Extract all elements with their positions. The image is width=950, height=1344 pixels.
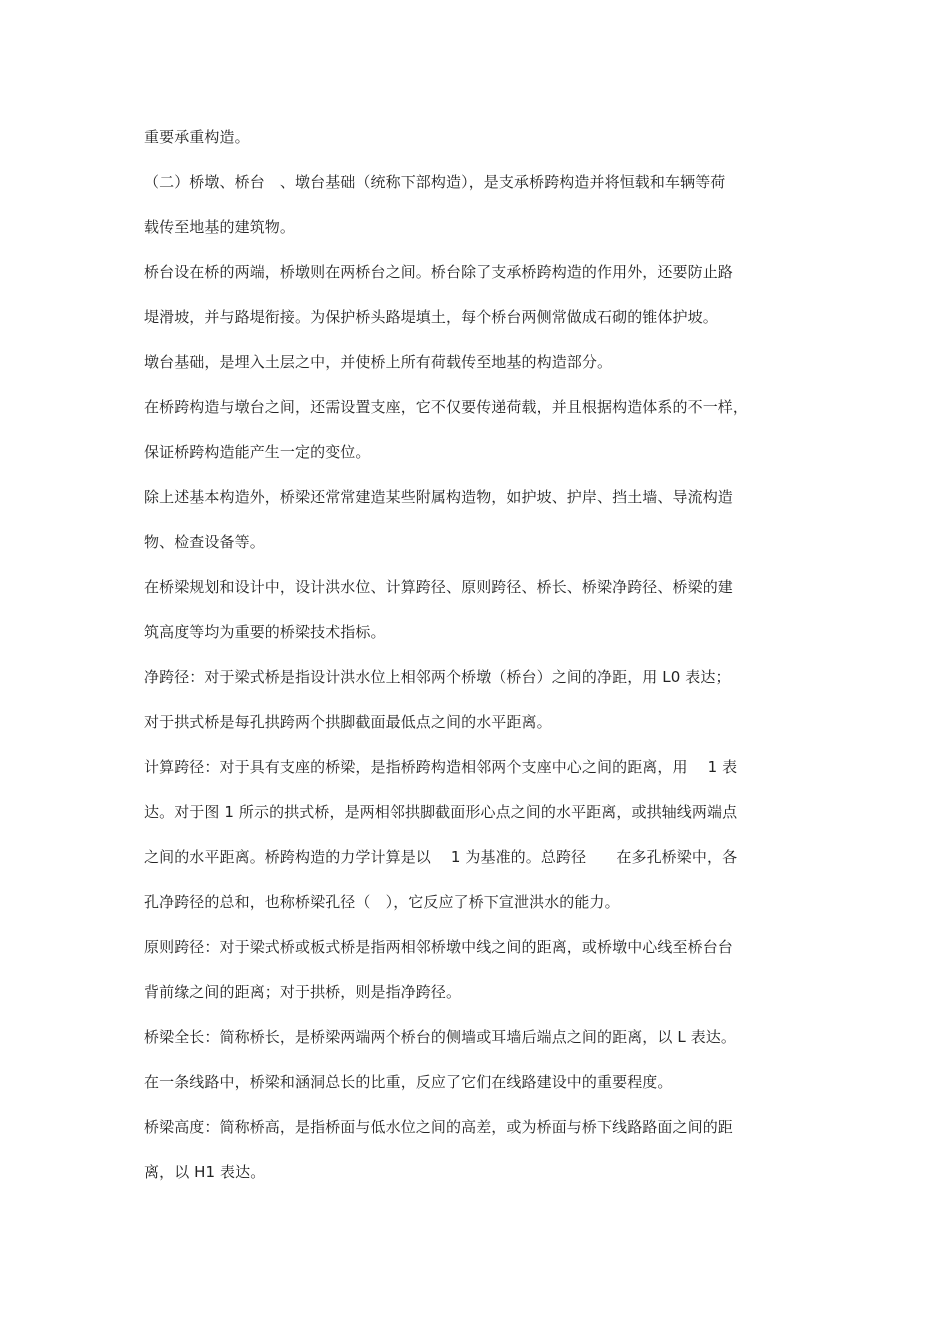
text-line: 堤滑坡，并与路堤衔接。为保护桥头路堤填土，每个桥台两侧常做成石砌的锥体护坡。 <box>144 308 718 326</box>
text-line: 之间的水平距离。桥跨构造的力学计算是以 1 为基准的。总跨径 在多孔桥梁中，各 <box>144 848 738 866</box>
text-line: 对于拱式桥是每孔拱跨两个拱脚截面最低点之间的水平距离。 <box>144 713 552 731</box>
text-line: 桥梁高度：简称桥高，是指桥面与低水位之间的高差，或为桥面与桥下线路路面之间的距 <box>144 1118 733 1136</box>
text-line: 桥台设在桥的两端，桥墩则在两桥台之间。桥台除了支承桥跨构造的作用外，还要防止路 <box>144 263 733 281</box>
text-line: 筑高度等均为重要的桥梁技术指标。 <box>144 623 386 641</box>
text-line: 在一条线路中，桥梁和涵洞总长的比重，反应了它们在线路建设中的重要程度。 <box>144 1073 673 1091</box>
text-line: 净跨径：对于梁式桥是指设计洪水位上相邻两个桥墩（桥台）之间的净距，用 L0 表达； <box>144 668 731 686</box>
text-line: 桥梁全长：简称桥长，是桥梁两端两个桥台的侧墙或耳墙后端点之间的距离，以 L 表达。 <box>144 1028 736 1046</box>
text-line: 载传至地基的建筑物。 <box>144 218 296 236</box>
text-line: 在桥跨构造与墩台之间，还需设置支座，它不仅要传递荷载，并且根据构造体系的不一样， <box>144 398 749 416</box>
text-line: 原则跨径：对于梁式桥或板式桥是指两相邻桥墩中线之间的距离，或桥墩中心线至桥台台 <box>144 938 733 956</box>
text-line: 离，以 H1 表达。 <box>144 1163 266 1181</box>
text-line: （二）桥墩、桥台 、墩台基础（统称下部构造），是支承桥跨构造并将恒载和车辆等荷 <box>144 173 726 191</box>
text-line: 计算跨径：对于具有支座的桥梁，是指桥跨构造相邻两个支座中心之间的距离，用 1 表 <box>144 758 738 776</box>
text-line: 除上述基本构造外，桥梁还常常建造某些附属构造物，如护坡、护岸、挡土墙、导流构造 <box>144 488 733 506</box>
body-text <box>144 124 814 1204</box>
text-line: 墩台基础，是埋入土层之中，并使桥上所有荷载传至地基的构造部分。 <box>144 353 613 371</box>
text-line: 孔净跨径的总和，也称桥梁孔径（ ），它反应了桥下宣泄洪水的能力。 <box>144 893 620 911</box>
text-line: 达。对于图 1 所示的拱式桥，是两相邻拱脚截面形心点之间的水平距离，或拱轴线两端点 <box>144 803 738 821</box>
text-line: 保证桥跨构造能产生一定的变位。 <box>144 443 371 461</box>
text-line: 物、检查设备等。 <box>144 533 265 551</box>
text-line: 背前缘之间的距离；对于拱桥，则是指净跨径。 <box>144 983 462 1001</box>
text-line: 重要承重构造。 <box>144 128 250 146</box>
text-line: 在桥梁规划和设计中，设计洪水位、计算跨径、原则跨径、桥长、桥梁净跨径、桥梁的建 <box>144 578 733 596</box>
